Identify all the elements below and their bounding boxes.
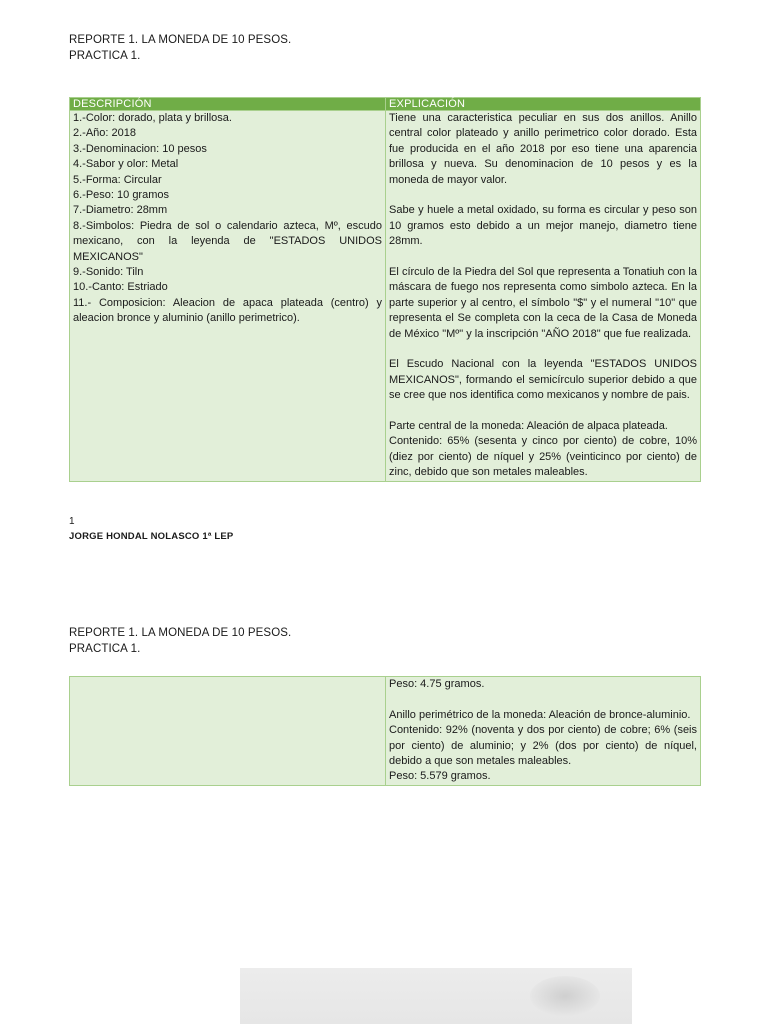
description-item: 11.- Composicion: Aleacion de apaca plateada (centro) y aleacion bronce y aluminio (anillo perimetrico). <box>73 296 382 325</box>
explanation-paragraph: Tiene una caracteristica peculiar en sus dos anillos. Anillo central color plateado y anillo perimetrico color dorado. Esta fue producida en el año 2018 por eso tiene una aparencia brillosa y nueva. Su denominacion de 10 pesos y es la moneda de mayor valor. <box>389 112 697 186</box>
explanation-paragraph: Parte central de la moneda: Aleación de alpaca plateada. <box>389 420 668 433</box>
description-cell <box>70 111 386 482</box>
page1-subtitle: PRACTICA 1. <box>69 49 141 62</box>
description-item: 9.-Sonido: Tiln <box>73 266 144 279</box>
description-item: 5.-Forma: Circular <box>73 173 162 186</box>
description-item: 4.-Sabor y olor: Metal <box>73 158 179 171</box>
coin-photo <box>240 968 632 1024</box>
description-item: 6.-Peso: 10 gramos <box>73 189 169 202</box>
photo-shadow <box>530 976 600 1016</box>
col-header-descripcion: DESCRIPCIÓN <box>70 98 386 111</box>
explanation-cell <box>386 677 701 786</box>
explanation-paragraph: Contenido: 65% (sesenta y cinco por ciento) de cobre, 10% (diez por ciento) de níquel y 25% (veinticinco por ciento) de zinc, debido que son metales maleables. <box>389 435 697 479</box>
description-item: 2.-Año: 2018 <box>73 127 136 140</box>
page2-table <box>69 676 701 786</box>
explanation-paragraph: Sabe y huele a metal oxidado, su forma es circular y peso son 10 gramos esto debido a un mejor manejo, diametro tiene 28mm. <box>389 204 697 248</box>
explanation-paragraph: Peso: 4.75 gramos. <box>389 678 485 690</box>
table-header-row <box>70 98 701 111</box>
explanation-cell <box>386 111 701 482</box>
explanation-paragraph: El círculo de la Piedra del Sol que representa a Tonatiuh con la máscara de fuego nos representa como simbolo azteca. En la parte superior y al centro, el símbolo "$" y el numeral "10" que representa el Se completa con la ceca de la Casa de Moneda de México "Mº" y la inscripción "AÑO 2018" que fue realizada. <box>389 266 697 340</box>
page2-subtitle: PRACTICA 1. <box>69 642 141 655</box>
page2-header <box>69 626 291 657</box>
page1-header <box>69 33 291 64</box>
table-row <box>70 677 701 786</box>
explanation-paragraph: Peso: 5.579 gramos. <box>389 770 491 783</box>
description-item: 10.-Canto: Estriado <box>73 281 168 294</box>
table-row <box>70 111 701 482</box>
explanation-paragraph: El Escudo Nacional con la leyenda "ESTADOS UNIDOS MEXICANOS", formando el semicírculo superior debido a que se cree que nos identifica como mexicanos y nombre de pais. <box>389 358 697 402</box>
page1-title: REPORTE 1. LA MONEDA DE 10 PESOS. <box>69 34 292 46</box>
col-header-explicacion: EXPLICACIÓN <box>386 98 701 111</box>
page2-title: REPORTE 1. LA MONEDA DE 10 PESOS. <box>69 627 292 639</box>
description-item: 1.-Color: dorado, plata y brillosa. <box>73 112 232 124</box>
description-item: 3.-Denominacion: 10 pesos <box>73 142 207 155</box>
description-item: 7.-Diametro: 28mm <box>73 204 168 217</box>
description-cell-empty <box>70 677 386 786</box>
page-number: 1 <box>69 516 75 527</box>
page1-table <box>69 97 701 482</box>
explanation-paragraph: Anillo perimétrico de la moneda: Aleación de bronce-aluminio. <box>389 708 691 721</box>
author-footer: JORGE HONDAL NOLASCO 1ª LEP <box>69 531 234 542</box>
description-item: 8.-Simbolos: Piedra de sol o calendario azteca, Mº, escudo mexicano, con la leyenda de "ESTADOS UNIDOS MEXICANOS" <box>73 219 382 263</box>
explanation-paragraph: Contenido: 92% (noventa y dos por ciento) de cobre; 6% (seis por ciento) de aluminio; y 2% (dos por ciento) de níquel, debido a que son metales maleables. <box>389 724 697 768</box>
